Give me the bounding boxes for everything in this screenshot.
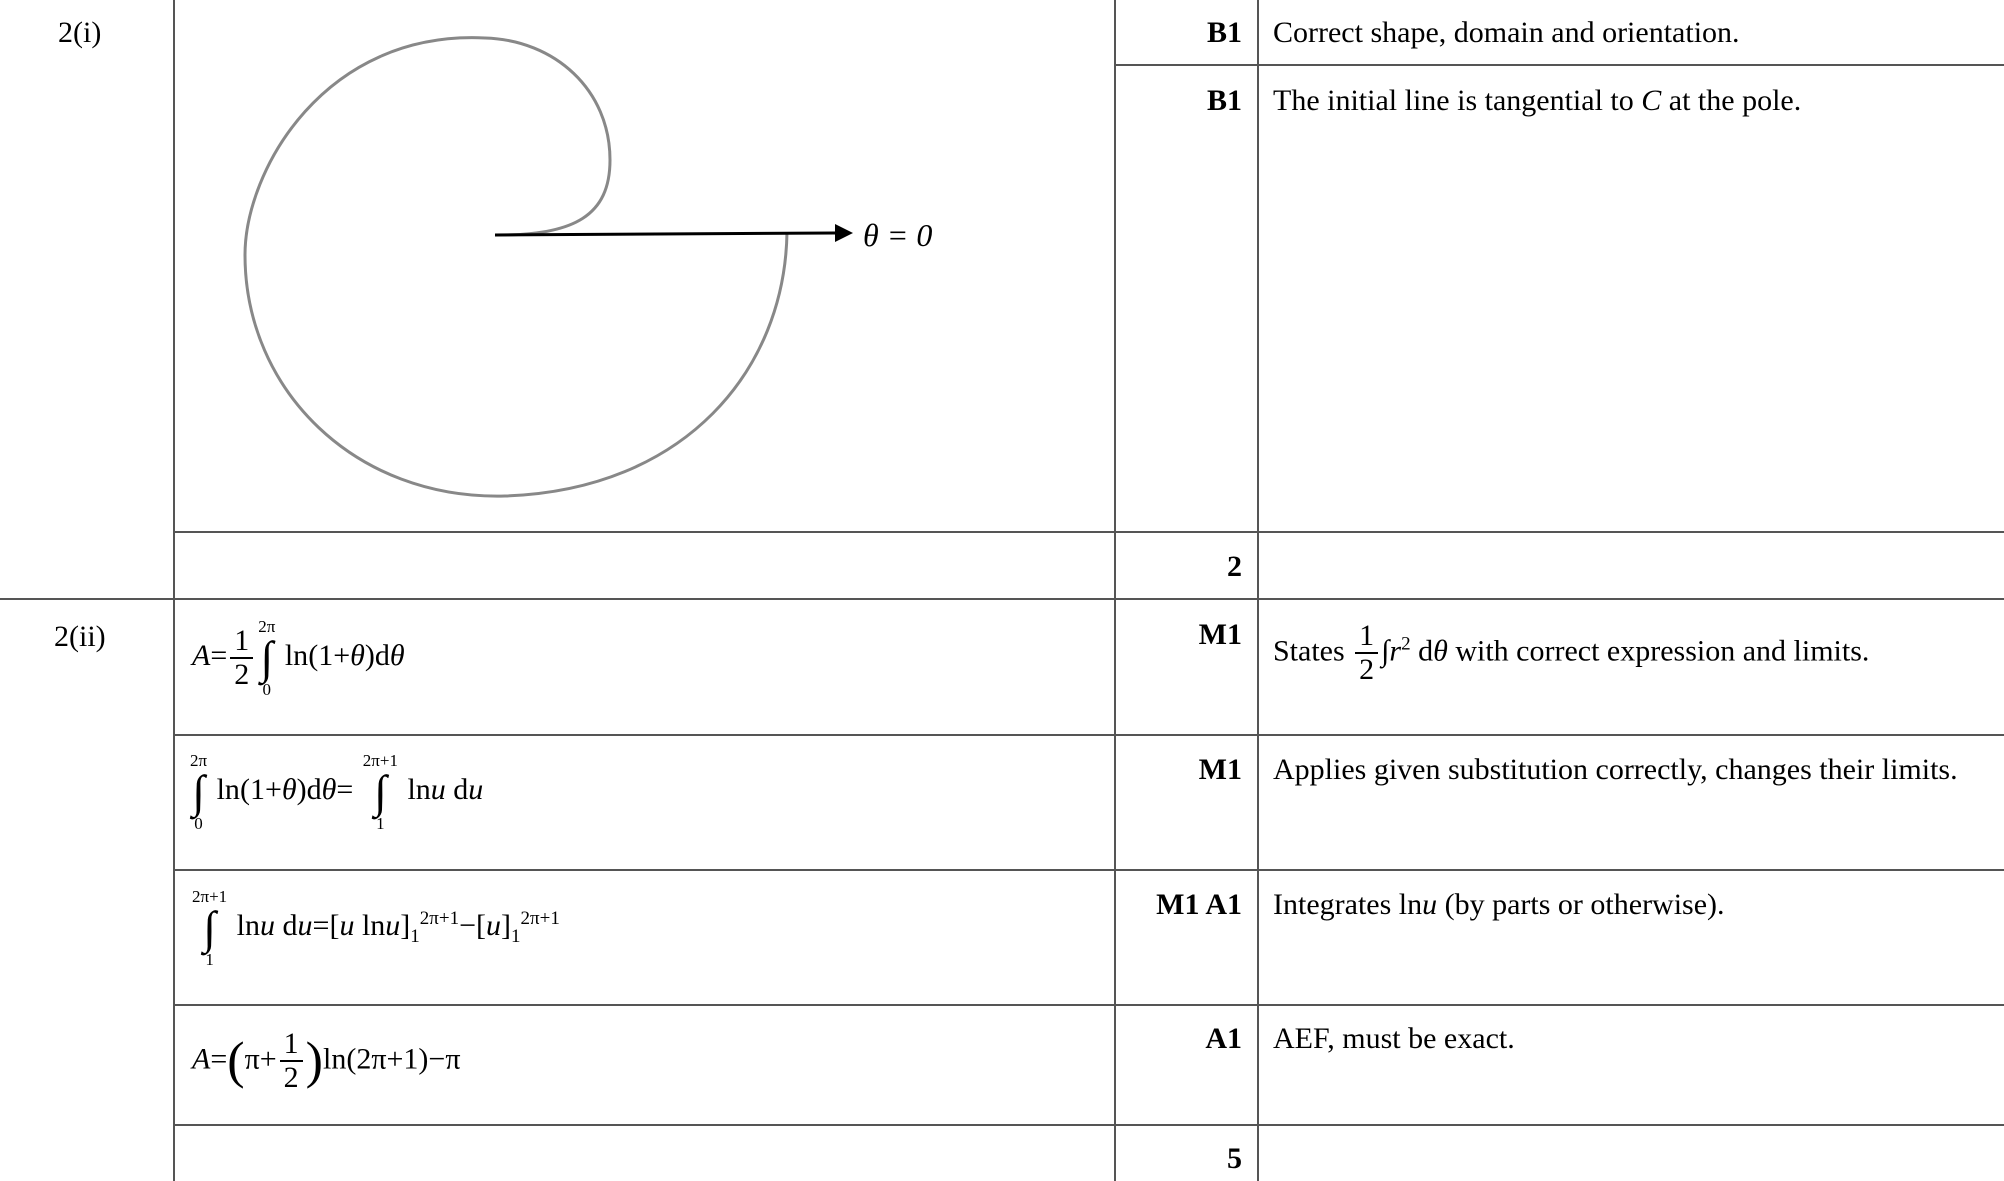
polar-curve-sketch [175, 0, 975, 520]
question-number: 2(ii) [54, 620, 106, 653]
mark-code: M1 A1 [1156, 888, 1242, 921]
mark-code: M1 [1198, 753, 1242, 786]
row-divider [1114, 64, 2004, 66]
row-divider [173, 1004, 2004, 1006]
guidance-text: States $\frac{1}{2}$ $\int r^2$ dθ with correct expression and limits. [1273, 619, 1870, 687]
mark-code: B1 [1206, 16, 1242, 49]
guidance-text: AEF, must be exact. [1273, 1022, 1515, 1055]
answer-line: 2π+1 ∫ 1 lnu du=[u $\ln u]_1^{2\pi+1}-[u]_1^{2\pi+1}$ [192, 887, 560, 969]
row-divider [173, 531, 2004, 533]
question-number: 2(i) [58, 16, 102, 49]
answer-line: A=(π+ $\frac{1}{2}$ )ln(2π+1)−π [192, 1027, 461, 1095]
row-divider [173, 869, 2004, 871]
mark-code: A1 [1205, 1022, 1242, 1055]
row-divider [173, 734, 2004, 736]
arrowhead-icon [835, 224, 853, 242]
row-divider [0, 598, 2004, 600]
row-divider [173, 1124, 2004, 1126]
mark-code: M1 [1198, 618, 1242, 651]
mark-total: 5 [1227, 1142, 1242, 1175]
mark-code: B1 [1206, 84, 1242, 117]
initial-line [495, 233, 835, 235]
mark-total: 2 [1227, 550, 1242, 583]
polar-curve [245, 38, 787, 496]
guidance-text: The initial line is tangential to C at the pole. [1273, 84, 1802, 117]
initial-line-label: θ = 0 [863, 217, 933, 253]
answer-line: 2π ∫ 0 ln(1+θ)dθ= 2π+1 ∫ 1 lnu du [190, 751, 484, 833]
guidance-text: Integrates lnu (by parts or otherwise). [1273, 888, 1725, 921]
guidance-text: Correct shape, domain and orientation. [1273, 16, 1740, 49]
answer-line: A= $\frac{1}{2}$ 2π ∫ 0 ln(1+θ)dθ [192, 617, 405, 699]
guidance-text: Applies given substitution correctly, changes their limits. [1273, 753, 1958, 786]
